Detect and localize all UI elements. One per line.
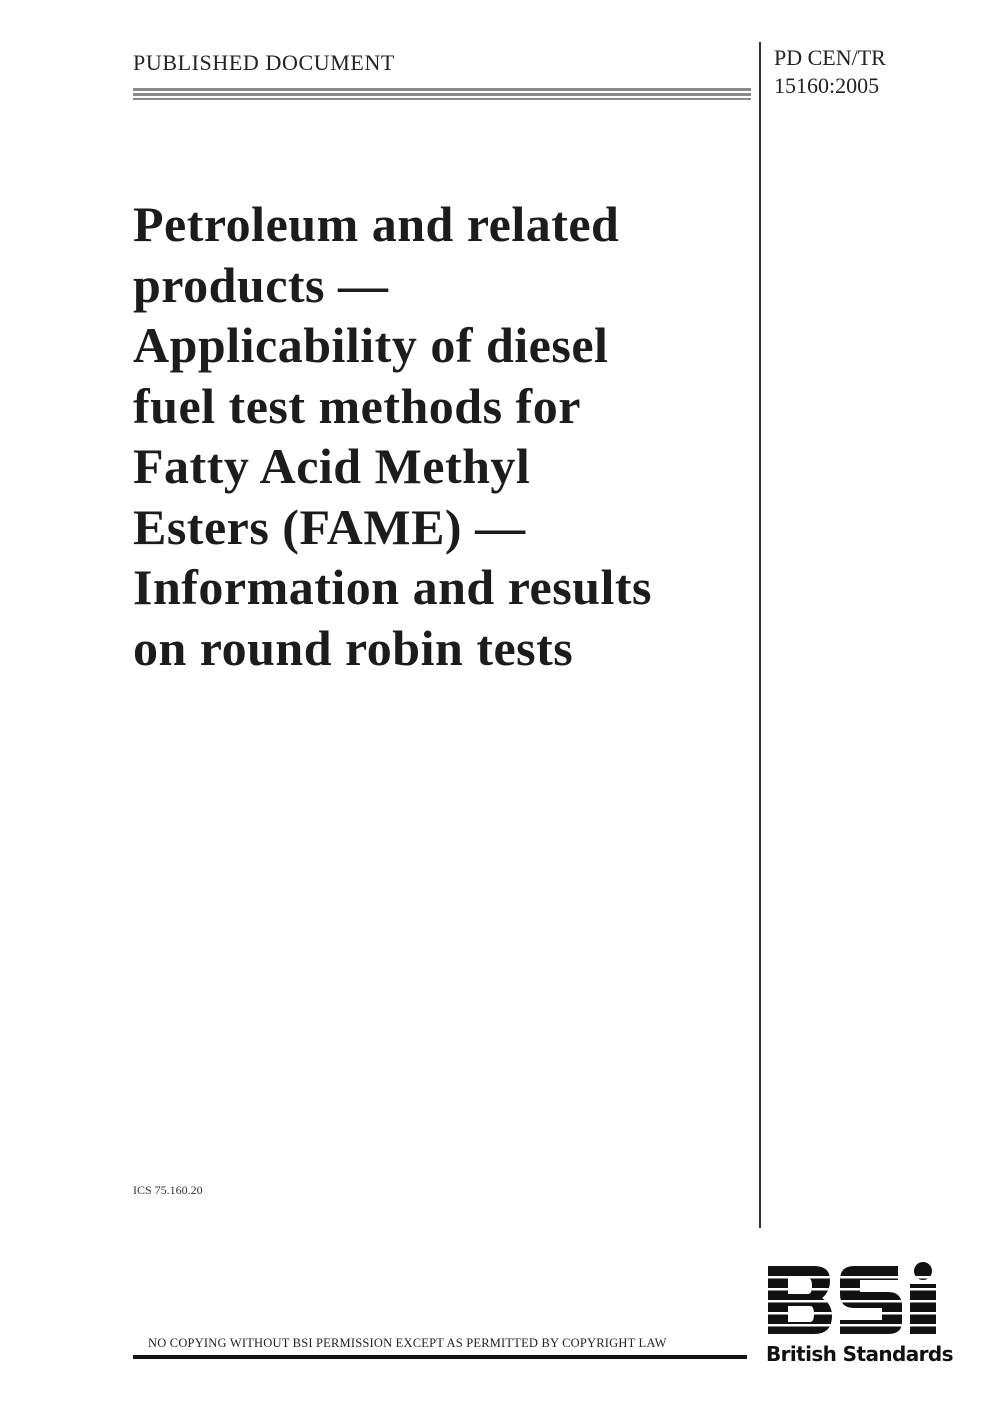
document-number-line-2: 15160:2005 xyxy=(774,73,880,98)
title-line: fuel test methods for xyxy=(133,377,581,434)
footer-rule xyxy=(133,1355,747,1359)
title-line: products — xyxy=(133,256,389,313)
title-line: Fatty Acid Methyl xyxy=(133,438,531,494)
document-number xyxy=(774,44,974,100)
header-rule xyxy=(133,88,751,100)
title-line: Applicability of diesel xyxy=(133,317,609,373)
title-line: on round robin tests xyxy=(133,619,574,676)
bsi-logo xyxy=(766,1262,953,1372)
ics-code: ICS 75.160.20 xyxy=(133,1183,203,1197)
bsi-wordmark: British Standards xyxy=(766,1342,953,1366)
title-line: Information and results xyxy=(133,559,652,615)
document-type-label: PUBLISHED DOCUMENT xyxy=(133,50,395,75)
vertical-divider xyxy=(759,42,761,1228)
copyright-notice: NO COPYING WITHOUT BSI PERMISSION EXCEPT AS PERMITTED BY COPYRIGHT LAW xyxy=(148,1336,667,1350)
document-title xyxy=(133,194,748,678)
bsi-mark-icon xyxy=(766,1262,946,1338)
title-line: Petroleum and related xyxy=(133,196,620,252)
title-line: Esters (FAME) — xyxy=(133,498,526,555)
document-number-line-1: PD CEN/TR xyxy=(774,45,886,70)
